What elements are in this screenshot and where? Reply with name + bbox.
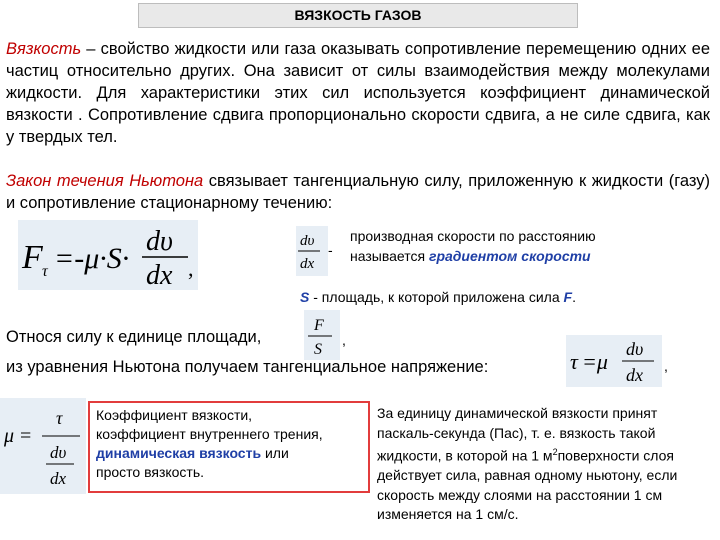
newton-formula (18, 220, 198, 290)
gradient-note-line2 (350, 246, 700, 266)
mu-eq: = (20, 425, 32, 447)
coef-line3 (96, 444, 362, 463)
unit-note-sup: 2 (552, 447, 558, 457)
newton-law-paragraph (6, 170, 710, 214)
viscosity-text: – свойство жидкости или газа оказывать сопротивление перемещению одних ее частиц относительно других. Она зависит от силы взаимодействия между молекулами жидкости. Для характеристики этих сил используется коэффициент динамической вязкости . Сопротивление сдвига пропорционально скорости сдвига, а не силе сдвига, как у твердых тел. (6, 40, 710, 146)
force-symbol: F (563, 289, 573, 305)
unit-area-text: Относя силу к единице площади, (6, 328, 262, 346)
unit-note (377, 404, 712, 525)
mu-formula (0, 398, 86, 494)
area-note (300, 287, 576, 307)
coef-line4: просто вязкость. (96, 464, 205, 480)
page-title: ВЯЗКОСТЬ ГАЗОВ (138, 3, 578, 28)
mu-lhs: μ (4, 425, 15, 447)
gradient-note (350, 226, 700, 266)
newton-formula-lhs: F (22, 239, 43, 276)
stress-comma: , (664, 358, 668, 374)
newton-formula-den: dx (146, 260, 173, 290)
force-per-area-comma: , (342, 332, 346, 348)
newton-law-text: связывает тангенциальную силу, приложенную к жидкости (газу) и сопротивление стационарному течению: (6, 172, 711, 212)
force-per-area-num: F (314, 317, 324, 334)
gradient-fraction-num: dυ (300, 233, 315, 249)
stress-text: из уравнения Ньютона получаем тангенциальное напряжение: (6, 358, 489, 376)
viscosity-term: Вязкость (6, 40, 82, 58)
stress-num: dυ (626, 339, 644, 359)
force-per-area-den: S (314, 341, 322, 358)
newton-formula-end: , (188, 256, 194, 281)
newton-law-term: Закон течения Ньютона (6, 172, 204, 190)
gradient-note-prefix: называется (350, 248, 429, 264)
dynamic-viscosity-term: динамическая вязкость (96, 445, 262, 461)
gradient-note-line1: производная скорости по расстоянию (350, 228, 596, 244)
stress-formula (566, 335, 662, 387)
gradient-fraction-den: dx (300, 256, 315, 272)
gradient-dash: - (328, 242, 333, 258)
stress-rhs: =μ (582, 349, 608, 374)
area-end: . (572, 289, 576, 305)
area-symbol: S (300, 289, 310, 305)
area-text: - площадь, к которой приложена сила (309, 289, 564, 305)
newton-formula-num: dυ (146, 226, 173, 257)
unit-note-text-after: поверхности слоя действует сила, равная одному ньютону, если скорость между слоями на расстоянии 1 см изменяется на 1 см/с. (377, 447, 678, 523)
unit-note-text: За единицу динамической вязкости принят паскаль-секунда (Пас), т. е. вязкость такой жидкости, в которой на 1 м (377, 405, 658, 464)
mu-den-den: dx (50, 469, 67, 488)
newton-formula-rhs: =-μ·S· (54, 242, 130, 275)
stress-lhs: τ (570, 349, 578, 374)
coef-line1: Коэффициент вязкости, (96, 407, 253, 423)
force-per-area-fraction (304, 310, 340, 360)
newton-formula-lhs-sub: τ (42, 263, 48, 280)
gradient-term: градиентом скорости (428, 248, 591, 264)
viscosity-definition (6, 38, 710, 148)
mu-den-num: dυ (50, 443, 67, 462)
mu-num: τ (56, 408, 63, 428)
coef-line2: коэффициент внутреннего трения, (96, 426, 323, 442)
viscosity-coefficient-box (88, 401, 370, 493)
gradient-fraction (296, 226, 328, 276)
stress-den: dx (626, 365, 643, 385)
coef-line3-rest: или (261, 445, 289, 461)
